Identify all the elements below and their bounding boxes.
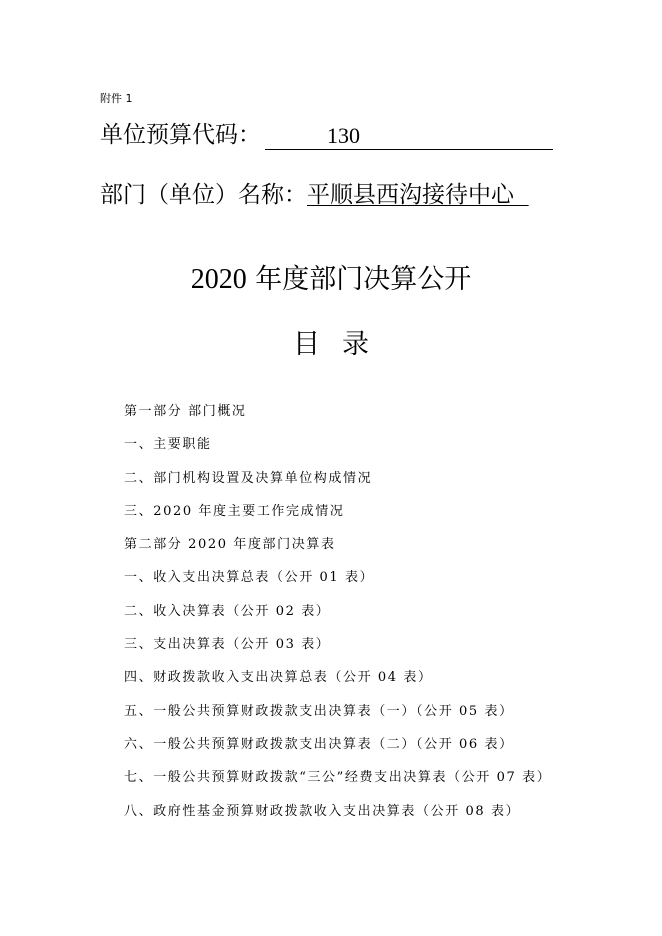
toc-item: 六、一般公共预算财政拨款支出决算表（二）（公开 06 表） (124, 736, 514, 752)
unit-name-label: 部门（单位）名称： (100, 182, 307, 208)
attachment-label: 附件 1 (100, 92, 133, 105)
unit-code-label: 单位预算代码： (100, 122, 261, 148)
toc-item: 二、部门机构设置及决算单位构成情况 (124, 470, 373, 486)
toc-item: 三、2020 年度主要工作完成情况 (124, 503, 345, 519)
unit-name-row (100, 180, 529, 210)
unit-name-value: 平顺县西沟接待中心 (307, 182, 514, 208)
toc-item: 二、收入决算表（公开 02 表） (124, 603, 331, 619)
toc-item: 三、支出决算表（公开 03 表） (124, 637, 331, 653)
toc-title: 目录 (293, 329, 391, 360)
toc-item: 一、主要职能 (124, 437, 212, 453)
unit-code-value: 130 (265, 123, 553, 150)
toc-item: 八、政府性基金预算财政拨款收入支出决算表（公开 08 表） (124, 803, 521, 819)
toc-item: 七、一般公共预算财政拨款“三公”经费支出决算表（公开 07 表） (124, 770, 552, 786)
unit-code-row (100, 118, 553, 150)
table-of-contents (124, 400, 551, 833)
main-title (0, 262, 662, 298)
toc-item: 第二部分 2020 年度部门决算表 (124, 537, 336, 553)
toc-item: 一、收入支出决算总表（公开 01 表） (124, 570, 375, 586)
toc-item: 第一部分 部门概况 (124, 404, 247, 419)
main-title-year: 2020 (190, 264, 247, 295)
toc-item: 四、财政拨款收入支出决算总表（公开 04 表） (124, 670, 433, 686)
toc-item: 五、一般公共预算财政拨款支出决算表（一）（公开 05 表） (124, 703, 514, 719)
main-title-text: 年度部门决算公开 (246, 264, 472, 295)
